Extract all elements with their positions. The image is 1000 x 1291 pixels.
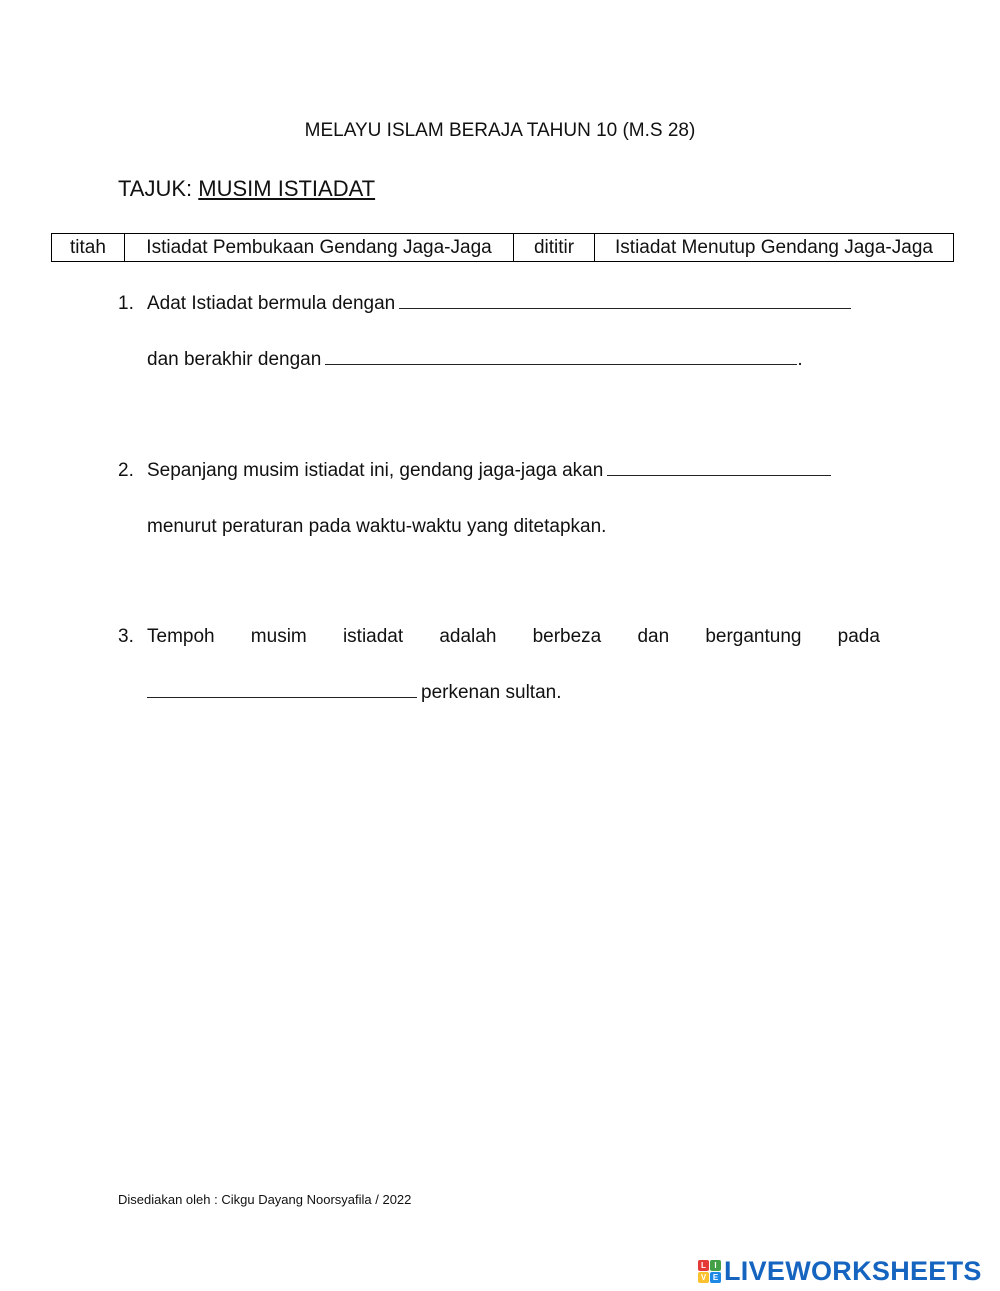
question-1-line-1 — [147, 293, 851, 315]
answer-blank-3[interactable] — [147, 696, 417, 698]
question-2-line-2: menurut peraturan pada waktu-waktu yang ditetapkan. — [147, 516, 607, 537]
question-number: 3. — [118, 626, 134, 647]
logo-tile: V — [698, 1272, 709, 1283]
topic-heading — [118, 176, 375, 202]
question-word: pada — [837, 626, 880, 647]
logo-tile: E — [710, 1272, 721, 1283]
topic-label: TAJUK: — [118, 176, 199, 201]
page-title: MELAYU ISLAM BERAJA TAHUN 10 (M.S 28) — [304, 120, 696, 141]
logo-tiles-icon — [698, 1260, 721, 1283]
question-3-line-2 — [147, 682, 562, 704]
question-text: Adat Istiadat bermula dengan — [147, 293, 396, 314]
answer-blank-1a[interactable] — [399, 307, 851, 309]
credit-text: Disediakan oleh : Cikgu Dayang Noorsyafila / 2022 — [118, 1192, 412, 1207]
logo-tile: L — [698, 1260, 709, 1271]
question-word: Tempoh — [147, 626, 215, 647]
question-word: istiadat — [342, 626, 404, 647]
question-word: musim — [250, 626, 307, 647]
question-text: . — [797, 349, 803, 370]
word-bank — [51, 233, 954, 262]
logo-tile: I — [710, 1260, 721, 1271]
word-bank-item[interactable]: Istiadat Pembukaan Gendang Jaga-Jaga — [125, 234, 514, 261]
question-text: Sepanjang musim istiadat ini, gendang jaga-jaga akan — [147, 460, 604, 481]
question-text: dan berakhir dengan — [147, 349, 322, 370]
question-word: dan — [637, 626, 670, 647]
answer-blank-2[interactable] — [607, 474, 831, 476]
word-bank-item[interactable]: Istiadat Menutup Gendang Jaga-Jaga — [615, 236, 933, 258]
brand-logo[interactable] — [698, 1256, 982, 1287]
answer-blank-1b[interactable] — [325, 363, 797, 365]
question-word: berbeza — [532, 626, 602, 647]
word-bank-item[interactable]: dititir — [514, 234, 595, 261]
brand-name: LIVEWORKSHEETS — [724, 1256, 982, 1286]
question-text: perkenan sultan. — [421, 682, 562, 703]
topic-value: MUSIM ISTIADAT — [198, 176, 376, 201]
question-3-line-1 — [147, 626, 880, 648]
word-bank-item[interactable]: titah — [52, 234, 125, 261]
question-word: bergantung — [705, 626, 802, 647]
question-number: 2. — [118, 460, 134, 481]
question-number: 1. — [118, 293, 134, 314]
question-2-line-1 — [147, 460, 831, 482]
question-1-line-2 — [147, 349, 803, 371]
question-word: adalah — [439, 626, 497, 647]
